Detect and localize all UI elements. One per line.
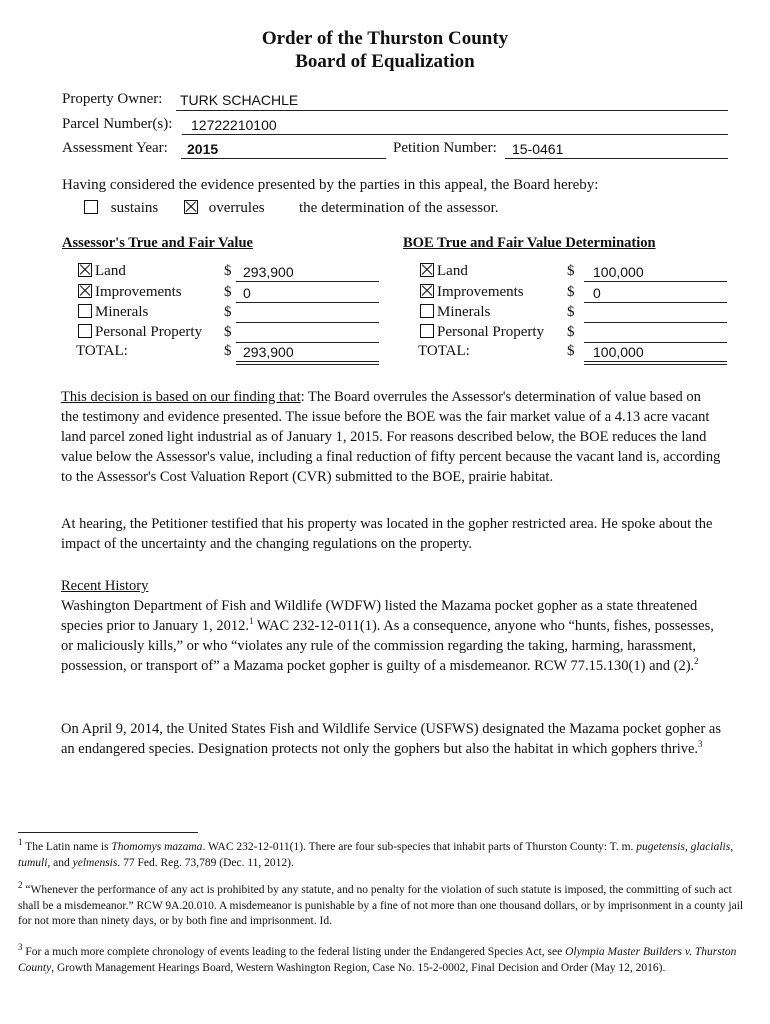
assessor-total-double-underline bbox=[236, 364, 379, 365]
boe-row-improvements[interactable] bbox=[420, 284, 524, 301]
overrules-label: overrules bbox=[208, 200, 265, 216]
boe-dollar-sign: $ bbox=[567, 304, 575, 320]
assessor-row-label: Improvements bbox=[95, 284, 182, 300]
document-subtitle: Board of Equalization bbox=[295, 51, 475, 72]
parcel-label: Parcel Number(s): bbox=[62, 116, 173, 132]
petition-label: Petition Number: bbox=[393, 140, 497, 156]
footnote-1-text-b: . WAC 232-12-011(1). There are four sub-species that inhabit parts of Thurston County: T. m. bbox=[202, 841, 637, 853]
boe-dollar-sign: $ bbox=[567, 284, 575, 300]
history-heading-text: Recent History bbox=[61, 578, 149, 594]
assessor-row-value: 293,900 bbox=[243, 264, 294, 280]
boe-total-double-underline bbox=[584, 361, 727, 362]
boe-personal-property-checkbox[interactable] bbox=[420, 324, 434, 338]
owner-label: Property Owner: bbox=[62, 91, 163, 107]
boe-row-label: Minerals bbox=[437, 304, 491, 320]
boe-header: BOE True and Fair Value Determination bbox=[403, 235, 656, 251]
assessor-personal-property-checkbox[interactable] bbox=[78, 324, 92, 338]
document-title: Order of the Thurston County bbox=[261, 28, 509, 49]
footnote-3 bbox=[18, 942, 748, 976]
boe-minerals-checkbox[interactable] bbox=[420, 304, 434, 318]
assessor-total-label: TOTAL: bbox=[76, 343, 128, 359]
assessor-row-land[interactable] bbox=[78, 263, 126, 280]
boe-land-checkbox[interactable] bbox=[420, 263, 434, 277]
assessor-header: Assessor's True and Fair Value bbox=[62, 235, 253, 251]
boe-improvements-checkbox[interactable] bbox=[420, 284, 434, 298]
boe-value-underline bbox=[584, 302, 727, 303]
assessor-dollar-sign: $ bbox=[224, 304, 232, 320]
footnote-2 bbox=[18, 880, 748, 930]
petition-underline bbox=[505, 158, 728, 159]
boe-row-minerals[interactable] bbox=[420, 304, 490, 321]
year-underline bbox=[181, 158, 386, 159]
usfws-paragraph bbox=[61, 719, 721, 759]
boe-row-label: Personal Property bbox=[437, 324, 545, 340]
assessor-row-label: Minerals bbox=[95, 304, 149, 320]
footnote-1 bbox=[18, 837, 748, 871]
sustains-checkbox[interactable] bbox=[84, 200, 98, 214]
finding-lead: This decision is based on our finding that bbox=[61, 389, 301, 405]
footnote-ref-2[interactable]: 2 bbox=[694, 656, 699, 667]
assessor-value-underline bbox=[236, 342, 379, 343]
boe-total-double-underline bbox=[584, 364, 727, 365]
finding-paragraph bbox=[61, 387, 721, 487]
footnote-1-italic-2: pugetensis, glacialis, tumuli, bbox=[18, 841, 734, 869]
boe-row-value: 0 bbox=[593, 285, 601, 301]
parcel-underline bbox=[182, 134, 728, 135]
assessor-total-value: 293,900 bbox=[243, 344, 294, 360]
decision-intro: Having considered the evidence presented by the parties in this appeal, the Board hereby: bbox=[62, 177, 599, 193]
footnote-separator bbox=[18, 832, 198, 833]
owner-underline bbox=[176, 110, 728, 111]
boe-row-label: Improvements bbox=[437, 284, 524, 300]
history-heading bbox=[61, 576, 721, 596]
assessor-dollar-sign: $ bbox=[224, 284, 232, 300]
assessor-improvements-checkbox[interactable] bbox=[78, 284, 92, 298]
footnote-ref-1[interactable]: 1 bbox=[249, 616, 254, 627]
assessor-value-underline bbox=[236, 302, 379, 303]
assessor-minerals-checkbox[interactable] bbox=[78, 304, 92, 318]
overrules-option[interactable] bbox=[184, 200, 265, 217]
assessor-total-double-underline bbox=[236, 361, 379, 362]
boe-row-personal-property[interactable] bbox=[420, 324, 544, 341]
sustains-option[interactable] bbox=[84, 200, 158, 217]
assessor-row-personal-property[interactable] bbox=[78, 324, 202, 341]
owner-value: TURK SCHACHLE bbox=[180, 92, 299, 108]
footnote-2-number: 2 bbox=[18, 880, 23, 891]
history-text-2: WAC 232-12-011(1). As a consequence, anyone who “hunts, fishes, possesses, or maliciously kills,” or who “violates any rule of the commission regarding the taking, harming, harassment, possession, or transport of” a Mazama pocket gopher is guilty of a misdemeanor. RCW 77.15.130(1) and (2). bbox=[61, 618, 714, 674]
boe-value-underline bbox=[584, 281, 727, 282]
footnote-1-italic-3: yelmensis bbox=[72, 856, 118, 869]
assessor-land-checkbox[interactable] bbox=[78, 263, 92, 277]
footnote-1-text-d: . 77 Fed. Reg. 73,789 (Dec. 11, 2012). bbox=[117, 856, 294, 869]
assessor-dollar-sign: $ bbox=[224, 324, 232, 340]
boe-total-value: 100,000 bbox=[593, 344, 644, 360]
assessor-total-dollar-sign: $ bbox=[224, 343, 232, 359]
footnote-1-text-c: and bbox=[50, 856, 73, 869]
footnote-ref-3[interactable]: 3 bbox=[698, 739, 703, 750]
overrules-checkbox[interactable] bbox=[184, 200, 198, 214]
boe-row-label: Land bbox=[437, 263, 468, 279]
boe-dollar-sign: $ bbox=[567, 324, 575, 340]
assessor-dollar-sign: $ bbox=[224, 263, 232, 279]
footnote-3-number: 3 bbox=[18, 942, 23, 953]
footnote-3-text-b: , Growth Management Hearings Board, Western Washington Region, Case No. 15-2-0002, Final Decision and Order (May 12, 2016). bbox=[51, 961, 666, 974]
assessor-row-improvements[interactable] bbox=[78, 284, 182, 301]
finding-text: : The Board overrules the Assessor's determination of value based on the testimony and evidence presented. The issue before the BOE was the fair market value of a 4.13 acre vacant land parcel zoned light industrial as of January 1, 2015. For reasons described below, the BOE reduces the land value below the Assessor's value, including a final reduction of fifty percent because the vacant land is, according to the Assessor's Cost Valuation Report (CVR) submitted to the BOE, prairie habitat. bbox=[61, 389, 721, 485]
parcel-value: 12722210100 bbox=[191, 117, 277, 133]
footnote-3-italic-1: Olympia Master Builders v. Thurston County bbox=[18, 946, 737, 974]
footnote-2-text: “Whenever the performance of any act is prohibited by any statute, and no penalty for the violation of such statute is imposed, the committing of such act shall be a misdemeanor.” RCW 9A.20.010. A misdemeanor is punishable by a fine of not more than one thousand dollars, or by imprisonment in a county jail for not more than ninety days, or by both fine and imprisonment. Id. bbox=[18, 884, 744, 927]
assessor-value-underline bbox=[236, 322, 379, 323]
footnote-1-number: 1 bbox=[18, 837, 23, 848]
usfws-text: On April 9, 2014, the United States Fish and Wildlife Service (USFWS) designated the Mazama pocket gopher as an endangered species. Designation protects not only the gophers but also the habitat in which gophers thrive. bbox=[61, 721, 721, 757]
boe-dollar-sign: $ bbox=[567, 263, 575, 279]
history-text-1: Washington Department of Fish and Wildlife (WDFW) listed the Mazama pocket gopher as a state threatened species prior to January 1, 2012. bbox=[61, 598, 698, 634]
assessor-row-label: Land bbox=[95, 263, 126, 279]
boe-total-label: TOTAL: bbox=[418, 343, 470, 359]
assessor-row-value: 0 bbox=[243, 285, 251, 301]
footnote-1-text-a: The Latin name is bbox=[22, 841, 112, 853]
history-paragraph bbox=[61, 596, 721, 676]
decision-suffix: the determination of the assessor. bbox=[299, 200, 499, 216]
boe-row-value: 100,000 bbox=[593, 264, 644, 280]
footnote-3-text-a: For a much more complete chronology of events leading to the federal listing under the Endangered Species Act, see bbox=[22, 946, 566, 958]
sustains-label: sustains bbox=[110, 200, 159, 216]
boe-value-underline bbox=[584, 322, 727, 323]
assessor-row-label: Personal Property bbox=[95, 324, 203, 340]
assessor-row-minerals[interactable] bbox=[78, 304, 148, 321]
year-label: Assessment Year: bbox=[62, 140, 168, 156]
boe-value-underline bbox=[584, 342, 727, 343]
assessor-value-underline bbox=[236, 281, 379, 282]
boe-total-dollar-sign: $ bbox=[567, 343, 575, 359]
year-value: 2015 bbox=[187, 141, 219, 157]
footnote-1-italic-1: Thomomys mazama bbox=[111, 841, 203, 853]
petition-value: 15-0461 bbox=[512, 141, 564, 157]
boe-row-land[interactable] bbox=[420, 263, 468, 280]
hearing-paragraph: At hearing, the Petitioner testified that his property was located in the gopher restricted area. He spoke about the impact of the uncertainty and the changing regulations on the property. bbox=[61, 516, 713, 552]
